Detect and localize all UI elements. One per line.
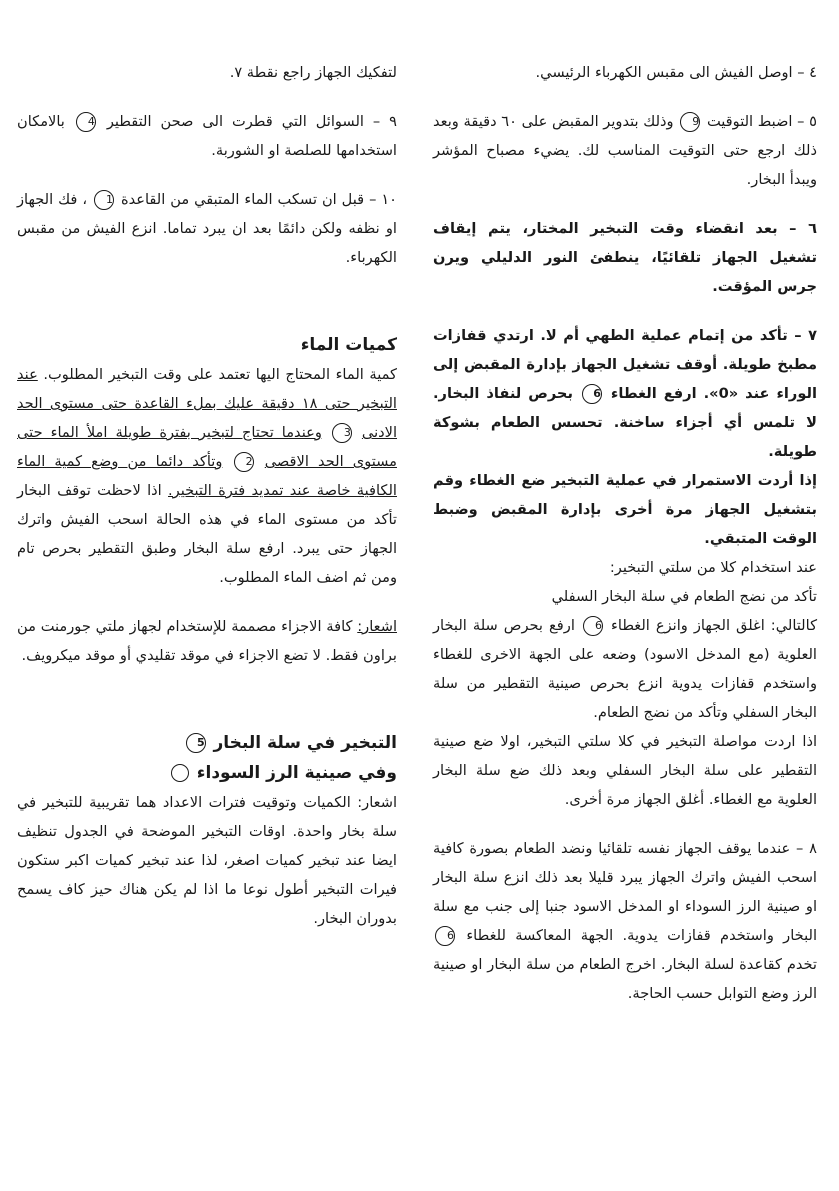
basket-section xyxy=(17,728,397,933)
step-8-body: تخدم كقاعدة لسلة البخار. اخرج الطعام من سلة البخار او صينية الرز وضع التوابل حسب الحاجة. xyxy=(433,956,817,1002)
step-10-text xyxy=(17,185,397,272)
step-4 xyxy=(433,58,817,87)
basket-heading-2 xyxy=(17,758,397,788)
both-baskets-continue: اذا اردت مواصلة التبخير في كلا سلتي التبخير، اولا ضع صينية التقطير على سلة البخار السفلي وبعد ذلك ضع سلة البخار العلوية مع الغطاء. أغلق الجهاز مرة أخرى. xyxy=(433,733,817,808)
step-5-body: وذلك بتدوير المقبض على ٦٠ دقيقة وبعد ذلك ارجع حتى التوقيت المناسب لك. يضيء مصباح المؤشر ويبدأ البخار. xyxy=(433,113,817,188)
water-body: اذا لاحظت توقف البخار تأكد من مستوى الماء في هذه الحالة اسحب الفيش واترك الجهاز حتى يبرد. ارفع سلة البخار وطبق التقطير بحرص تام ومن ثم اضف الماء المطلوب. xyxy=(17,482,397,586)
left-column xyxy=(17,58,397,953)
step-7-body: بحرص لنفاذ البخار. لا تلمس أي أجزاء ساخنة. تحسس الطعام بشوكة طويلة. xyxy=(433,385,817,460)
step-9-body: بالامكان استخدامها للصلصة او الشوربة. xyxy=(17,113,397,159)
step-7 xyxy=(433,321,817,814)
water-section xyxy=(17,330,397,592)
both-baskets-body: ارفع بحرص سلة البخار العلوية (مع المدخل الاسود) وضعه على الجهة الاخرى للغطاء واستخدم قفازات يدوية انزع بحرص صينية التقطير من سلة البخار السفلي وتأكد من نضج الطعام. xyxy=(433,617,817,721)
timer-marker-icon: 9 xyxy=(680,112,700,132)
water-lead: كمية الماء المحتاج اليها تعتمد على وقت التبخير المطلوب. xyxy=(43,366,397,383)
both-baskets-lead: كالتالي: اغلق الجهاز وانزع الغطاء xyxy=(611,617,818,634)
spacer xyxy=(17,690,397,728)
both-baskets-steps xyxy=(433,611,817,727)
water-heading: كميات الماء xyxy=(300,335,397,355)
step-5-text xyxy=(433,107,817,194)
rice-tray-heading-text: وفي صينية الرز السوداء xyxy=(196,763,397,783)
min-level-marker-icon: 3 xyxy=(332,423,352,443)
disassemble-note xyxy=(17,58,397,87)
step-7-continue: إذا أردت الاستمرار في عملية التبخير ضع الغطاء وقم بتشغيل الجهاز مرة أخرى بإدارة المقبض وضبط الوقت المتبقي. xyxy=(433,472,817,547)
basket-marker-icon: 5 xyxy=(186,733,206,753)
basket-text: اشعار: الكميات وتوقيت فترات الاعداد هما تقريبية للتبخير في سلة بخار واحدة. اوقات التبخير الموضحة في الجدول تنظيف ايضا عند تبخير كميات اصغر، لذا عند تبخير كميات اكبر ستكون فيرات التبخير أطول نوعا ما اذا لم يكن هناك حيز كاف يسمح بدوران البخار. xyxy=(17,794,397,927)
water-min-note: عند التبخير حتى ١٨ دقيقة عليك بملء القاعدة حتى مستوى الحد الادنى xyxy=(17,366,398,441)
step-5 xyxy=(433,107,817,194)
lid-marker-icon: 6 xyxy=(582,384,602,404)
step-7-lead: ٧ – تأكد من إتمام عملية الطهي أم لا. ارتدي قفازات مطبخ طويلة. أوقف تشغيل الجهاز بإدارة المقبض إلى الوراء عند «0». ارفع الغطاء xyxy=(433,327,817,402)
water-max-note: وعندما تحتاج لتبخير بفترة طويلة املأ الماء حتى مستوى الحد الاقصى xyxy=(17,424,397,470)
notice-text xyxy=(17,612,397,670)
basket-heading-text: التبخير في سلة البخار xyxy=(213,733,397,753)
rice-tray-marker-icon xyxy=(171,764,189,782)
right-column xyxy=(433,58,817,1028)
step-4-text: ٤ – اوصل الفيش الى مقبس الكهرباء الرئيسي. xyxy=(535,64,817,81)
water-text xyxy=(17,360,397,592)
spacer xyxy=(17,292,397,330)
step-10-body: ، فك الجهاز او نظفه ولكن دائمًا بعد ان يبرد تماما. انزع الفيش من مقبس الكهرباء. xyxy=(17,191,397,266)
step-7-text xyxy=(433,321,817,466)
notice-body: كافة الاجزاء مصممة للإستخدام لجهاز ملتي جورمنت من براون فقط. لا تضع الاجزاء في موقد تقليدي أو موقد ميكرويف. xyxy=(17,618,397,664)
lid-marker-icon: 6 xyxy=(435,926,455,946)
step-10 xyxy=(17,185,397,272)
base-marker-icon: 1 xyxy=(94,190,114,210)
step-8-lead: ٨ – عندما يوقف الجهاز نفسه تلقائيا ونضد الطعام بصورة كافية اسحب الفيش واترك الجهاز يبرد قليلا بعد ذلك انزع سلة البخار او صينية الرز السوداء او المدخل الاسود جنبا إلى جنب مع سلة البخار واستخدم قفازات يدوية. الجهة المعاكسة للغطاء xyxy=(433,840,818,944)
drip-tray-marker-icon: 4 xyxy=(76,112,96,132)
disassemble-text: لتفكيك الجهاز راجع نقطة ٧. xyxy=(229,64,397,81)
step-5-lead: ٥ – اضبط التوقيت xyxy=(706,113,817,130)
both-baskets-intro: عند استخدام كلا من سلتي التبخير: xyxy=(609,559,817,576)
step-8-text xyxy=(433,834,817,1008)
step-9-lead: ٩ – السوائل التي قطرت الى صحن التقطير xyxy=(106,113,398,130)
notice-label: اشعار: xyxy=(357,618,397,635)
step-9 xyxy=(17,107,397,165)
water-ensure-note: وتأكد دائما من وضع كمية الماء الكافية خاصة عند تمديد فترة التبخير. xyxy=(17,453,397,499)
step-9-text xyxy=(17,107,397,165)
step-8 xyxy=(433,834,817,1008)
both-baskets-check: تأكد من نضج الطعام في سلة البخار السفلي xyxy=(551,588,817,605)
notice xyxy=(17,612,397,670)
step-6-text: ٦ – بعد انقضاء وقت التبخير المختار، يتم إيقاف تشغيل الجهاز تلقائيًا، ينطفئ النور الدليلي ويرن جرس المؤقت. xyxy=(433,220,817,295)
max-level-marker-icon: 2 xyxy=(234,452,254,472)
step-6 xyxy=(433,214,817,301)
lid-marker-icon: 6 xyxy=(583,616,603,636)
step-10-lead: ١٠ – قبل ان تسكب الماء المتبقي من القاعدة xyxy=(120,191,397,208)
basket-heading-1 xyxy=(17,728,397,758)
